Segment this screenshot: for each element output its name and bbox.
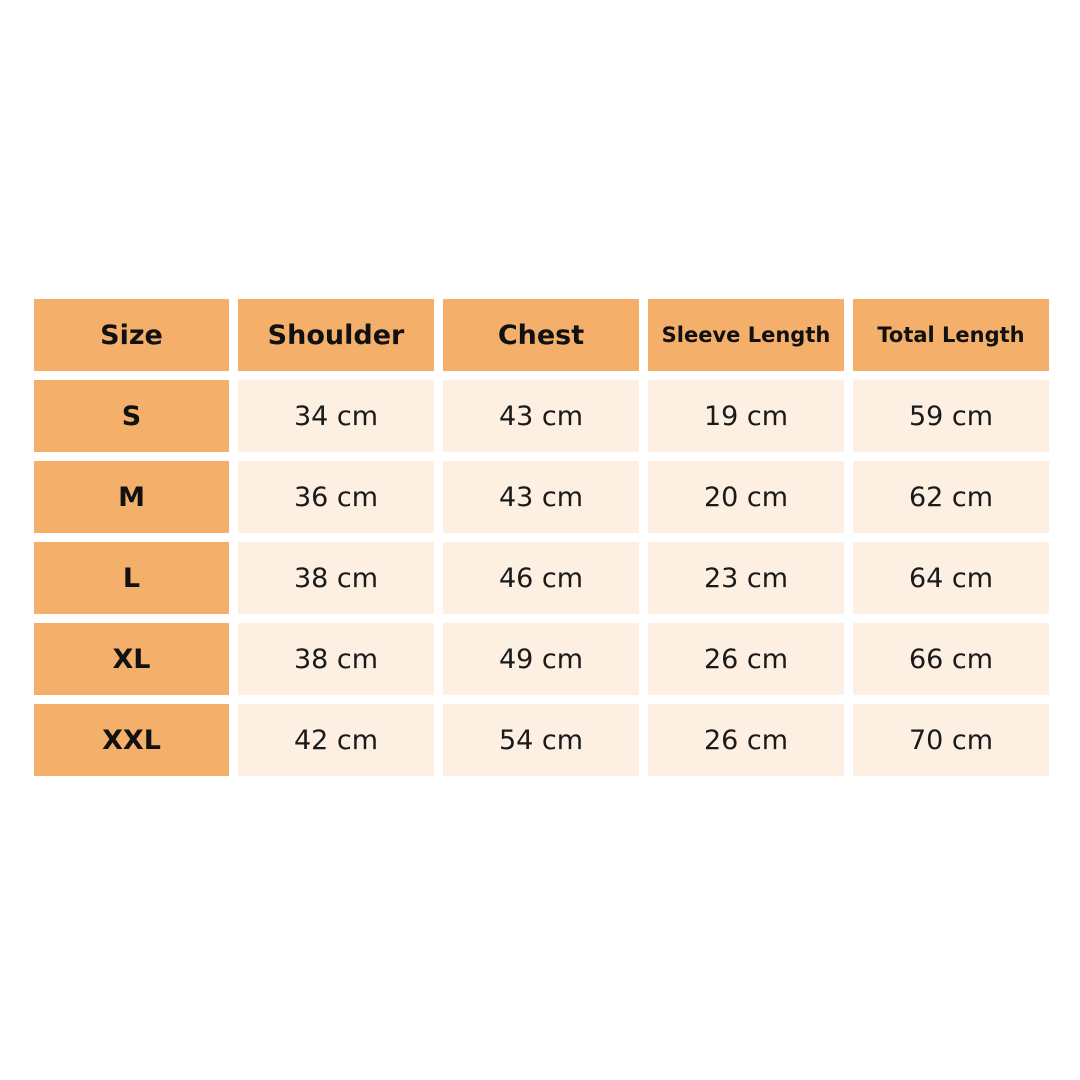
size-chart-table	[34, 299, 1049, 776]
chest-value: 46 cm	[443, 542, 639, 614]
total-length-value: 66 cm	[853, 623, 1049, 695]
shoulder-value: 38 cm	[238, 623, 434, 695]
header-chest: Chest	[443, 299, 639, 371]
total-length-value: 70 cm	[853, 704, 1049, 776]
header-shoulder: Shoulder	[238, 299, 434, 371]
sleeve-length-value: 19 cm	[648, 380, 844, 452]
header-total-length: Total Length	[853, 299, 1049, 371]
chest-value: 49 cm	[443, 623, 639, 695]
header-sleeve-length: Sleeve Length	[648, 299, 844, 371]
shoulder-value: 34 cm	[238, 380, 434, 452]
row-size-label: XL	[34, 623, 229, 695]
total-length-value: 62 cm	[853, 461, 1049, 533]
row-size-label: S	[34, 380, 229, 452]
sleeve-length-value: 26 cm	[648, 623, 844, 695]
sleeve-length-value: 26 cm	[648, 704, 844, 776]
shoulder-value: 42 cm	[238, 704, 434, 776]
total-length-value: 59 cm	[853, 380, 1049, 452]
chest-value: 43 cm	[443, 380, 639, 452]
total-length-value: 64 cm	[853, 542, 1049, 614]
shoulder-value: 38 cm	[238, 542, 434, 614]
chest-value: 54 cm	[443, 704, 639, 776]
row-size-label: L	[34, 542, 229, 614]
row-size-label: M	[34, 461, 229, 533]
sleeve-length-value: 20 cm	[648, 461, 844, 533]
header-size: Size	[34, 299, 229, 371]
chest-value: 43 cm	[443, 461, 639, 533]
shoulder-value: 36 cm	[238, 461, 434, 533]
row-size-label: XXL	[34, 704, 229, 776]
sleeve-length-value: 23 cm	[648, 542, 844, 614]
